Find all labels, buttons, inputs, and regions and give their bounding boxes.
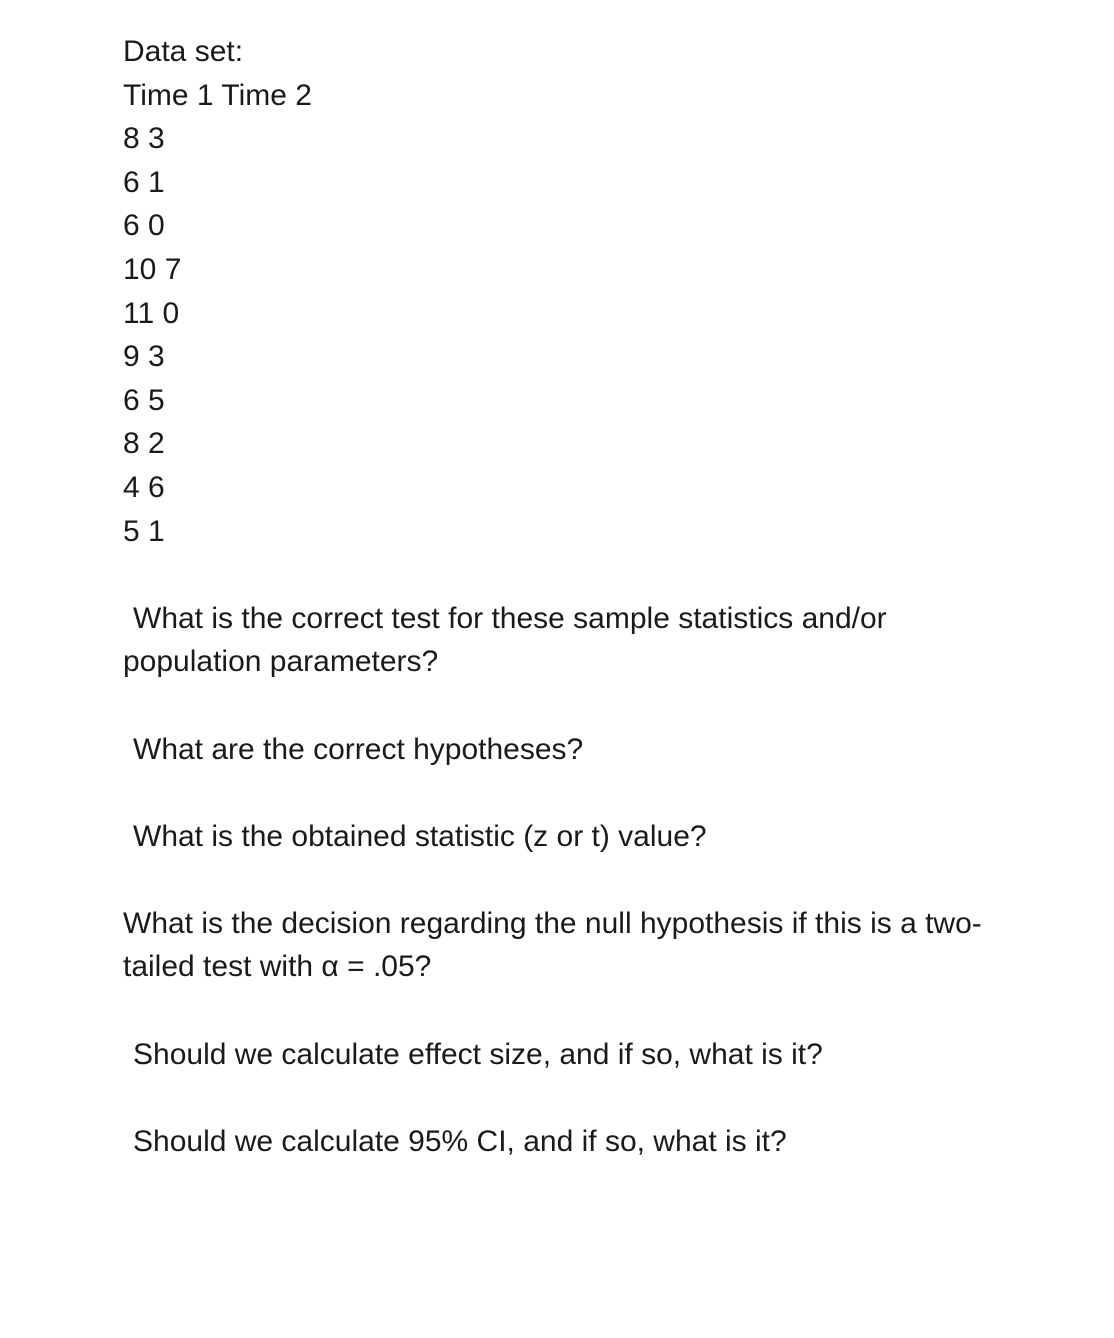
data-row — [123, 161, 1023, 205]
data-row — [123, 335, 1023, 379]
time2-value: 0 — [162, 296, 180, 330]
data-row — [123, 248, 1023, 292]
question-obtained-statistic: What is the obtained statistic (z or t) value? — [133, 819, 707, 853]
question-decision: What is the decision regarding the null hypothesis if this is a two-tailed test with α = .05? — [123, 906, 982, 984]
question-block — [123, 728, 1023, 772]
time1-value: 8 — [123, 122, 140, 156]
time1-value: 6 — [123, 383, 140, 417]
time2-value: 3 — [148, 340, 165, 374]
data-row — [123, 466, 1023, 510]
question-block — [123, 597, 1023, 684]
data-row — [123, 379, 1023, 423]
data-row — [123, 117, 1023, 161]
time2-value: 1 — [148, 514, 165, 548]
time1-value: 6 — [123, 209, 140, 243]
data-row — [123, 422, 1023, 466]
time1-value: 8 — [123, 427, 140, 461]
time1-value: 4 — [123, 470, 140, 504]
time1-value: 5 — [123, 514, 140, 548]
question-effect-size: Should we calculate effect size, and if so, what is it? — [133, 1037, 823, 1071]
data-row — [123, 510, 1023, 554]
data-set-heading: Data set: — [123, 35, 244, 68]
spacer — [123, 553, 1023, 597]
question-block — [123, 815, 1023, 859]
time1-value: 11 — [123, 296, 155, 330]
data-rows — [123, 117, 1023, 553]
question-confidence-interval: Should we calculate 95% CI, and if so, what is it? — [133, 1124, 787, 1158]
time2-value: 7 — [164, 252, 182, 286]
columns-header: Time 1 Time 2 — [123, 78, 312, 112]
question-test-choice: What is the correct test for these sample statistics and/or population parameters? — [123, 601, 887, 679]
question-block — [123, 1120, 1023, 1164]
question-block — [123, 1033, 1023, 1077]
time2-value: 2 — [148, 427, 165, 461]
document-body — [123, 30, 1023, 1207]
time2-value: 6 — [148, 470, 165, 504]
time2-value: 1 — [148, 165, 165, 199]
time2-value: 5 — [148, 383, 165, 417]
time2-value: 0 — [148, 209, 165, 243]
time1-value: 10 — [123, 252, 157, 286]
time2-value: 3 — [148, 122, 165, 156]
time1-value: 6 — [123, 165, 140, 199]
question-block — [123, 902, 1023, 989]
question-hypotheses: What are the correct hypotheses? — [133, 732, 584, 766]
data-row — [123, 292, 1023, 336]
time1-value: 9 — [123, 340, 140, 374]
data-row — [123, 204, 1023, 248]
